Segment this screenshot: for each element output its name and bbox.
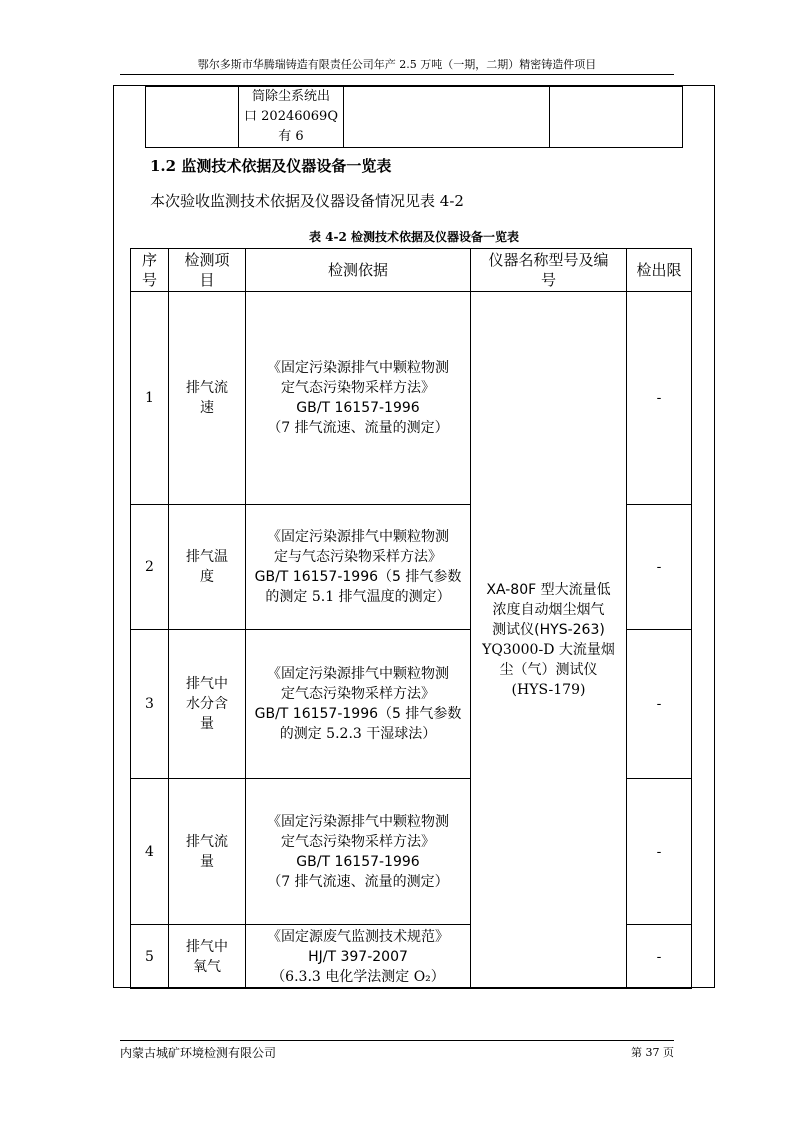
row-basis: 《固定源废气监测技术规范》 HJ/T 397-2007 （6.3.3 电化学法测定 O₂） — [246, 925, 471, 989]
table-caption: 表 4-2 检测技术依据及仪器设备一览表 — [308, 230, 520, 244]
continued-table — [145, 86, 683, 148]
row-seq: 5 — [131, 925, 169, 989]
instrument-cell: XA-80F 型大流量低 浓度自动烟尘烟气 测试仪(HYS-263) YQ3000-D 大流量烟 尘（气）测试仪 (HYS-179) — [471, 292, 627, 989]
row-limit: - — [627, 505, 692, 630]
section-paragraph: 本次验收监测技术依据及仪器设备情况见表 4-2 — [150, 192, 464, 210]
footer-company: 内蒙古城矿环境检测有限公司 — [120, 1046, 277, 1060]
row-item: 排气温 度 — [169, 505, 246, 630]
header-limit: 检出限 — [627, 249, 692, 292]
header-item: 检测项 目 — [169, 249, 246, 292]
monitoring-basis-table — [130, 248, 692, 989]
header-seq: 序 号 — [131, 249, 169, 292]
row-seq: 4 — [131, 779, 169, 925]
row-seq: 1 — [131, 292, 169, 505]
continued-cell-empty-3 — [550, 87, 683, 148]
row-item: 排气中 氧气 — [169, 925, 246, 989]
row-seq: 3 — [131, 630, 169, 779]
table-header-row — [131, 249, 692, 292]
continued-line: 筒除尘系统出 — [251, 89, 330, 104]
row-limit: - — [627, 779, 692, 925]
row-limit: - — [627, 925, 692, 989]
row-limit: - — [627, 292, 692, 505]
section-heading: 1.2 监测技术依据及仪器设备一览表 — [150, 157, 392, 175]
row-basis: 《固定污染源排气中颗粒物测 定与气态污染物采样方法》 GB/T 16157-1996（5 排气参数 的测定 5.1 排气温度的测定） — [246, 505, 471, 630]
continued-line: 口 20246069Q — [244, 109, 338, 124]
row-basis: 《固定污染源排气中颗粒物测 定气态污染物采样方法》 GB/T 16157-1996 （7 排气流速、流量的测定） — [246, 292, 471, 505]
row-seq: 2 — [131, 505, 169, 630]
continued-line: 有 6 — [278, 129, 304, 144]
row-basis: 《固定污染源排气中颗粒物测 定气态污染物采样方法》 GB/T 16157-1996（5 排气参数 的测定 5.2.3 干湿球法） — [246, 630, 471, 779]
footer-rule — [120, 1040, 674, 1041]
row-item: 排气流 量 — [169, 779, 246, 925]
table-row — [131, 292, 692, 505]
header-basis: 检测依据 — [246, 249, 471, 292]
continued-cell-text — [239, 87, 344, 148]
row-item: 排气中 水分含 量 — [169, 630, 246, 779]
row-item: 排气流 速 — [169, 292, 246, 505]
row-limit: - — [627, 630, 692, 779]
continued-cell-empty-1 — [146, 87, 239, 148]
page-header: 鄂尔多斯市华腾瑞铸造有限责任公司年产 2.5 万吨（一期，二期）精密铸造件项目 — [197, 58, 597, 71]
row-basis: 《固定污染源排气中颗粒物测 定气态污染物采样方法》 GB/T 16157-1996 （7 排气流速、流量的测定） — [246, 779, 471, 925]
header-rule — [120, 74, 674, 75]
header-instrument: 仪器名称型号及编 号 — [471, 249, 627, 292]
footer-page-number: 第 37 页 — [631, 1046, 674, 1059]
continued-cell-empty-2 — [344, 87, 550, 148]
